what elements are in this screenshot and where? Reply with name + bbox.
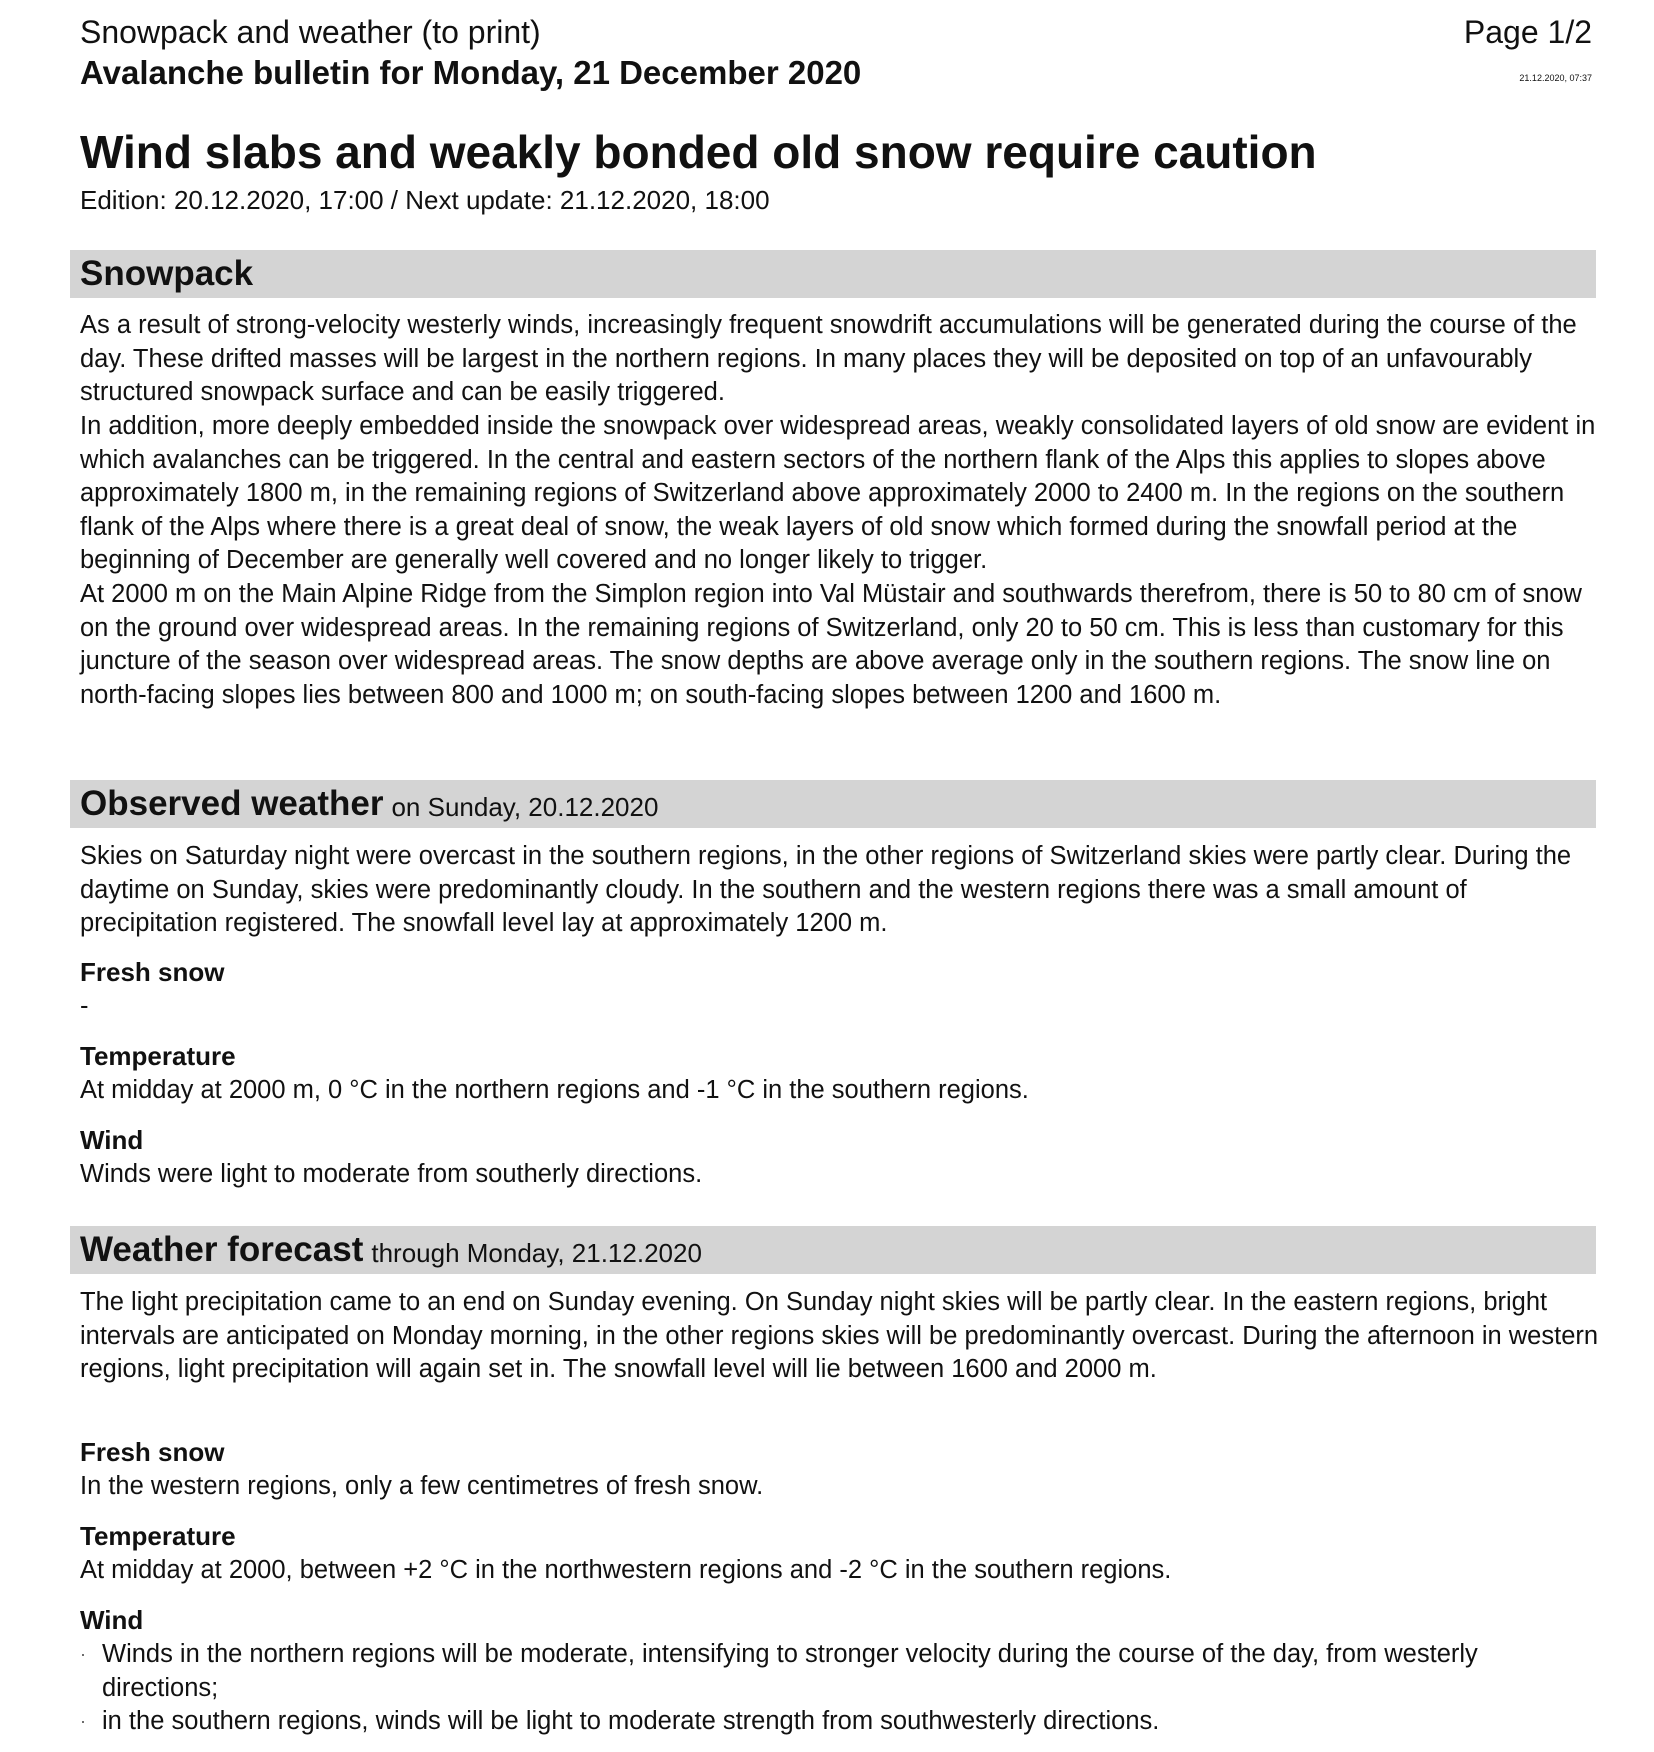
section-title: Weather forecast: [80, 1230, 364, 1269]
bullet-dot-icon: ·: [80, 1711, 86, 1731]
section-title: Snowpack: [80, 254, 254, 293]
snowpack-paragraph-3: At 2000 m on the Main Alpine Ridge from the Simplon region into Val Müstair and southwards therefrom, there is 50 to 80 cm of snow on the ground over widespread areas. In the remaining regions of Switzerland, only 20 to 50 cm. This is less than customary for this juncture of the season over widespread areas. The snow depths are above average only in the southern regions. The snow line on north-facing slopes lies between 800 and 1000 m; on south-facing slopes between 1200 and 1600 m.: [80, 580, 1582, 709]
bullet-dot-icon: ·: [80, 1644, 86, 1664]
section-header-snowpack: [70, 250, 1596, 298]
observed-wind-value: Winds were light to moderate from southerly directions.: [80, 1160, 703, 1188]
bulletin-date: Avalanche bulletin for Monday, 21 December 2020: [80, 54, 862, 91]
section-header-observed-weather: [70, 780, 1596, 828]
list-item-text: Winds in the northern regions will be moderate, intensifying to stronger velocity during the course of the day, from westerly directions;: [102, 1640, 1478, 1702]
forecast-paragraph: The light precipitation came to an end on Sunday evening. On Sunday night skies will be partly clear. In the eastern regions, bright intervals are anticipated on Monday morning, in the other regions skies will be predominantly overcast. During the afternoon in western regions, light precipitation will again set in. The snowfall level will lie between 1600 and 2000 m.: [80, 1288, 1599, 1383]
page-number: Page 1/2: [1463, 14, 1592, 50]
observed-fresh-snow-label: Fresh snow: [80, 957, 225, 987]
edition-info: Edition: 20.12.2020, 17:00 / Next update: 21.12.2020, 18:00: [80, 185, 770, 215]
headline: Wind slabs and weakly bonded old snow require caution: [80, 126, 1317, 178]
observed-temperature-label: Temperature: [80, 1041, 236, 1071]
section-title: Observed weather: [80, 784, 384, 823]
forecast-wind-label: Wind: [80, 1605, 144, 1635]
forecast-fresh-snow-label: Fresh snow: [80, 1437, 225, 1467]
observed-temperature-value: At midday at 2000 m, 0 °C in the northern regions and -1 °C in the southern regions.: [80, 1076, 1029, 1104]
list-item-text: in the southern regions, winds will be light to moderate strength from southwesterly directions.: [102, 1707, 1160, 1735]
section-date: on Sunday, 20.12.2020: [391, 791, 659, 822]
forecast-temperature-value: At midday at 2000, between +2 °C in the northwestern regions and -2 °C in the southern regions.: [80, 1556, 1172, 1584]
section-header-weather-forecast: [70, 1226, 1596, 1274]
observed-fresh-snow-value: -: [80, 992, 89, 1020]
document-kind: Snowpack and weather (to print): [80, 14, 541, 50]
observed-wind-label: Wind: [80, 1125, 144, 1155]
forecast-temperature-label: Temperature: [80, 1521, 236, 1551]
snowpack-paragraph-2: In addition, more deeply embedded inside the snowpack over widespread areas, weakly consolidated layers of old snow are evident in which avalanches can be triggered. In the central and eastern sectors of the northern flank of the Alps this applies to slopes above approximately 1800 m, in the remaining regions of Switzerland above approximately 2000 to 2400 m. In the regions on the southern flank of the Alps where there is a great deal of snow, the weak layers of old snow which formed during the snowfall period at the beginning of December are generally well covered and no longer likely to trigger.: [80, 412, 1596, 574]
observed-weather-paragraph: Skies on Saturday night were overcast in the southern regions, in the other regions of Switzerland skies were partly clear. During the daytime on Sunday, skies were predominantly cloudy. In the southern and the western regions there was a small amount of precipitation registered. The snowfall level lay at approximately 1200 m.: [80, 842, 1572, 937]
print-timestamp: 21.12.2020, 07:37: [1519, 73, 1592, 83]
forecast-wind-list: [80, 1638, 1600, 1739]
list-item: [80, 1638, 1600, 1705]
snowpack-paragraph-1: As a result of strong-velocity westerly winds, increasingly frequent snowdrift accumulations will be generated during the course of the day. These drifted masses will be largest in the northern regions. In many places they will be deposited on top of an unfavourably structured snowpack surface and can be easily triggered.: [80, 311, 1577, 406]
page-header-left: [80, 12, 861, 94]
section-date: through Monday, 21.12.2020: [371, 1237, 702, 1268]
page-header-right: [1464, 12, 1592, 84]
list-item: [80, 1705, 1600, 1739]
forecast-fresh-snow-value: In the western regions, only a few centimetres of fresh snow.: [80, 1472, 764, 1500]
